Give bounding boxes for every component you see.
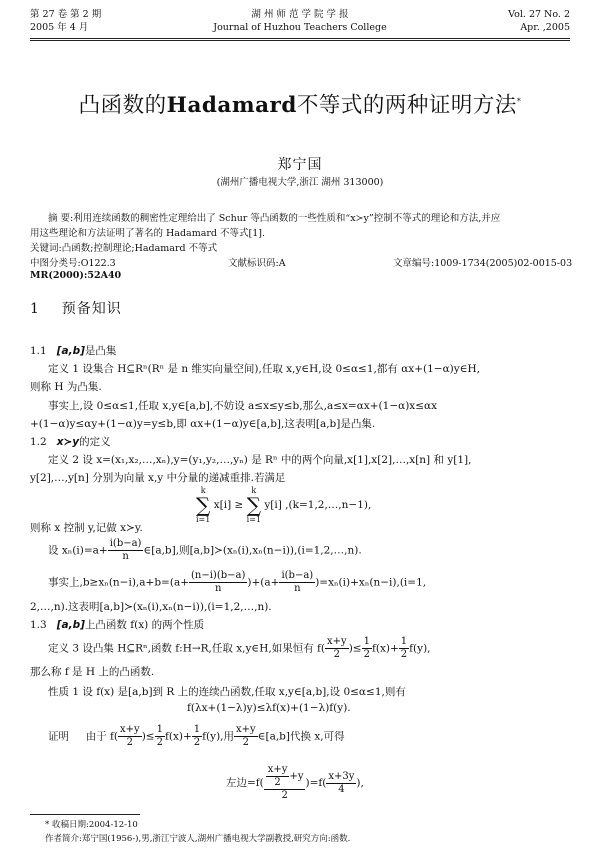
property-1-equation: f(λx+(1−λ)y)≤λf(x)+(1−λ)f(y). — [187, 702, 351, 714]
fraction — [325, 636, 349, 661]
subsection-1-1-heading — [30, 343, 116, 358]
denominator: 2 — [281, 790, 288, 801]
fact-2-line-2: 2,…,n).这表明[a,b]≻(xₙ(i),xₙ(n−i)),(i=1,2,…,n). — [30, 601, 272, 613]
fraction — [189, 570, 247, 595]
proof-lead: 由于 f( — [85, 730, 119, 743]
fact-1-line-1: 事实上,设 0≤α≤1,任取 x,y∈[a,b],不妨设 a≤x≤y≤b,那么,a≤x=αx+(1−α)x≤αx — [48, 400, 438, 412]
denominator: 2 — [126, 737, 134, 748]
proof-line — [48, 724, 345, 749]
definition-2-line-1: 定义 2 设 x=(x₁,x₂,…,xₙ),y=(y₁,y₂,…,yₙ) 是 Rⁿ 中的两个向量,x[1],x[2],…,x[n] 和 y[1], — [48, 454, 472, 466]
eq-tail: ∈[a,b],则[a,b]≻(xₙ(i),xₙ(n−i)),(i=1,2,…,n). — [143, 544, 362, 557]
numerator: i(b−a) — [281, 570, 314, 581]
proof-label: 证明 — [48, 730, 69, 743]
numerator: 1 — [193, 724, 201, 735]
author-name: 郑宁国 — [277, 157, 323, 173]
fraction — [155, 724, 165, 749]
fraction — [279, 570, 315, 595]
nested-fraction — [264, 764, 306, 802]
section-number: 1 — [30, 301, 40, 317]
subsection-text: 上凸函数 f(x) 的两个性质 — [84, 619, 205, 631]
fraction — [192, 724, 202, 749]
title-suffix: 不等式的两种证明方法 — [296, 93, 517, 118]
sum-lhs — [196, 486, 210, 524]
subsection-1-2-heading — [30, 434, 111, 449]
denominator: 2 — [242, 737, 250, 748]
keywords: 关键词:凸函数;控制理论;Hadamard 不等式 — [30, 243, 218, 254]
control-definition: 则称 x 控制 y,记做 x≻y. — [30, 522, 143, 534]
denominator: 2 — [363, 649, 370, 660]
subsection-1-3-heading — [30, 617, 204, 632]
footnote-author-bio: 作者简介:郑宁国(1956-),男,浙江宁波人,湖州广播电视大学副教授,研究方向:函数. — [45, 834, 351, 844]
footnote-received: * 收稿日期:2004-12-10 — [45, 820, 138, 830]
lhs-mid: )=f( — [305, 777, 327, 789]
title-prefix: 凸函数的 — [78, 93, 167, 118]
numerator: x+y — [267, 764, 288, 775]
sigma-symbol: ∑ — [196, 493, 211, 517]
definition-2-line-2: y[2],…,y[n] 分别为向量 x,y 中分量的递减重排.若满足 — [30, 472, 286, 484]
numerator: x+y — [236, 724, 256, 735]
subsection-number: 1.1 — [30, 345, 47, 357]
subsection-math: [a,b] — [56, 619, 85, 631]
subsection-text: 的定义 — [79, 436, 111, 448]
fact-lead: 事实上,b≥xₙ(n−i),a+b=(a+ — [48, 576, 190, 589]
header-right — [508, 8, 570, 34]
sum-upper: k — [200, 486, 206, 495]
equation-xn — [48, 538, 362, 563]
abstract-line-1: 摘 要:利用连续函数的稠密性定理给出了 Schur 等凸函数的一些性质和“x≻y”控制不等式的理论和方法,并应 — [48, 213, 501, 224]
property-1-line-1: 性质 1 设 f(x) 是[a,b]到 R 上的连续凸函数,任取 x,y∈[a,b],设 0≤α≤1,则有 — [48, 686, 406, 698]
numerator: x+3y — [328, 770, 355, 782]
section-title: 预备知识 — [61, 301, 122, 317]
def3-mid2: f(x)+ — [371, 642, 399, 655]
denominator: n — [294, 583, 301, 594]
fact-mid: )+(a+ — [247, 576, 280, 589]
numerator: 1 — [400, 636, 408, 647]
article-number: 文章编号:1009-1734(2005)02-0015-03 — [393, 258, 573, 269]
lhs-label: 左边=f( — [226, 777, 264, 789]
eq-lead: 设 xₙ(i)=a+ — [48, 544, 108, 557]
numerator: 1 — [156, 724, 163, 735]
definition-1-line-2: 则称 H 为凸集. — [30, 381, 102, 393]
subsection-math: [a,b] — [56, 345, 85, 357]
footnote-rule — [30, 814, 140, 815]
subsection-number: 1.3 — [30, 619, 47, 631]
denominator: 2 — [274, 777, 281, 788]
paper-title — [0, 88, 600, 119]
denominator: 2 — [156, 737, 163, 748]
title-bold: Hadamard — [166, 93, 297, 118]
mr-classification: MR(2000):52A40 — [30, 270, 122, 281]
journal-name-en: Journal of Huzhou Teachers College — [213, 22, 387, 33]
def3-mid: )≤ — [348, 642, 362, 655]
subsection-text: 是凸集 — [84, 345, 117, 357]
majorization-inequality — [196, 486, 371, 524]
proof-mid: )≤ — [141, 730, 155, 743]
fact-tail: )=xₙ(i)+xₙ(n−i),(i=1, — [315, 576, 427, 589]
denominator: 2 — [333, 649, 341, 660]
fraction — [362, 636, 372, 661]
proof-tail: ∈[a,b]代换 x,可得 — [257, 730, 345, 743]
def3-lead: 定义 3 设凸集 H⊆Rⁿ,函数 f:H→R,任取 x,y∈H,如果恒有 f( — [48, 642, 326, 655]
sigma-symbol: ∑ — [246, 493, 261, 517]
fact-1-line-2: +(1−α)y≤αy+(1−α)y=y≤b,即 αx+(1−α)y∈[a,b],这表明[a,b]是凸集. — [30, 418, 376, 430]
lhs-equation — [226, 764, 364, 802]
subsection-number: 1.2 — [30, 436, 47, 448]
subsection-math: x≻y — [56, 436, 80, 448]
numerator: 1 — [363, 636, 370, 647]
numerator: (n−i)(b−a) — [191, 570, 246, 581]
sum-rhs — [247, 486, 261, 524]
numerator: x+y — [120, 724, 140, 735]
volume-issue: 第 27 卷 第 2 期 — [30, 9, 102, 20]
definition-3-line-1 — [48, 636, 431, 661]
proof-mid3: f(y),用 — [202, 730, 235, 743]
sum-rhs-term: y[i] ,(k=1,2,…,n−1), — [264, 499, 372, 511]
abstract-line-2: 用这些理论和方法证明了著名的 Hadamard 不等式[1]. — [30, 228, 266, 239]
proof-mid2: f(x)+ — [164, 730, 192, 743]
denominator: 4 — [338, 783, 345, 795]
fraction — [234, 724, 258, 749]
numerator-plus-y: +y — [289, 771, 304, 782]
sum-upper: k — [251, 486, 257, 495]
denominator: n — [122, 551, 129, 562]
denominator: n — [214, 583, 222, 594]
fraction — [118, 724, 142, 749]
clc-number: 中图分类号:O122.3 — [30, 258, 116, 269]
title-footnote-marker: * — [516, 96, 522, 106]
numerator: x+y — [327, 636, 347, 647]
issue-date-en: Apr. ,2005 — [520, 22, 570, 33]
fraction — [108, 538, 144, 563]
fraction — [399, 636, 409, 661]
sum-lower: i=1 — [246, 515, 262, 524]
journal-name-cn: 湖 州 师 范 学 院 学 报 — [251, 9, 349, 20]
header-rule — [30, 38, 570, 39]
volume-issue-en: Vol. 27 No. 2 — [508, 9, 570, 20]
denominator: 2 — [193, 737, 201, 748]
definition-1-line-1: 定义 1 设集合 H⊆Rⁿ(Rⁿ 是 n 维实向量空间),任取 x,y∈H,设 0≤α≤1,都有 αx+(1−α)y∈H, — [48, 363, 480, 375]
lhs-tail: ), — [356, 777, 364, 789]
document-code: 文献标识码:A — [228, 258, 286, 269]
nested-numerator — [264, 764, 306, 790]
definition-3-line-2: 那么称 f 是 H 上的凸函数. — [30, 666, 155, 678]
numerator: i(b−a) — [109, 538, 142, 549]
denominator: 2 — [400, 649, 408, 660]
header-rule-thin — [30, 40, 570, 41]
fraction — [326, 771, 356, 796]
sum-lower: i=1 — [196, 515, 211, 524]
section-heading — [30, 298, 122, 318]
issue-date: 2005 年 4 月 — [30, 22, 89, 33]
author-affiliation: (湖州广播电视大学,浙江 湖州 313000) — [216, 177, 384, 188]
def3-tail: f(y), — [409, 642, 431, 655]
sum-lhs-term: x[i] ≥ — [213, 499, 244, 511]
inner-fraction — [266, 764, 290, 789]
fact-2-line-1 — [48, 570, 426, 595]
